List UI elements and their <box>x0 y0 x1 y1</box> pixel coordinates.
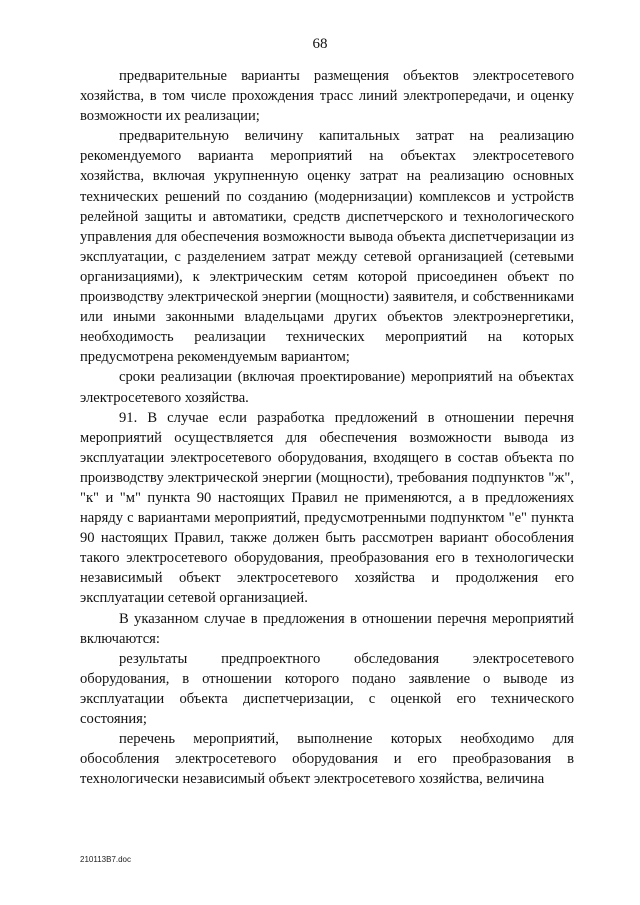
document-id-footer: 210113В7.doc <box>80 855 132 864</box>
paragraph-placement-options: предварительные варианты размещения объектов электросетевого хозяйства, в том числе прохождения трасс линий электропередачи, и оценку возможности их реализации; <box>80 68 574 125</box>
paragraph-clause-91: 91. В случае если разработка предложений в отношении перечня мероприятий осуществляется для обеспечения возможности вывода из эксплуатации электросетевого оборудования, входящего в состав объекта по производству электрической энергии (мощности), требования подпунктов "ж", "к" и "м" пункта 90 настоящих Правил не применяются, а в предложениях наряду с вариантами мероприятий, предусмотренными подпунктом "е" пункта 90 настоящих Правил, также должен быть рассмотрен вариант обособления такого электросетевого оборудования, преобразования его в технологически независимый объект электросетевого хозяйства и продолжения его эксплуатации сетевой организацией. <box>80 409 574 607</box>
paragraph-measures-list: перечень мероприятий, выполнение которых необходимо для обособления электросетевого оборудования и его преобразования в технологически независимый объект электросетевого хозяйства, величина <box>80 731 574 788</box>
paragraph-included-measures: В указанном случае в предложения в отношении перечня мероприятий включаются: <box>80 610 574 647</box>
paragraph-implementation-terms: сроки реализации (включая проектирование) мероприятий на объектах электросетевого хозяйства. <box>80 369 574 406</box>
page-number: 68 <box>312 36 328 52</box>
paragraph-capital-costs: предварительную величину капитальных затрат на реализацию рекомендуемого варианта мероприятий на объектах электросетевого хозяйства, включая укрупненную оценку затрат на реализацию основных технических решений по созданию (модернизации) комплексов и устройств релейной защиты и автоматики, средств диспетчерского и технологического управления для обеспечения возможности вывода объекта диспетчеризации из эксплуатации, с разделением затрат между сетевой организацией (сетевыми организациями), к электрическим сетям которой присоединен объект по производству электрической энергии (мощности) заявителя, и собственниками или иными законными владельцами других объектов электроэнергетики, необходимость реализации технических мероприятий на которых предусмотрена рекомендуемым вариантом; <box>80 128 574 366</box>
document-body <box>80 66 574 789</box>
paragraph-survey-results: результаты предпроектного обследования электросетевого оборудования, в отношении которого подано заявление о выводе из эксплуатации объекта диспетчеризации, с оценкой его технического состояния; <box>80 650 574 727</box>
